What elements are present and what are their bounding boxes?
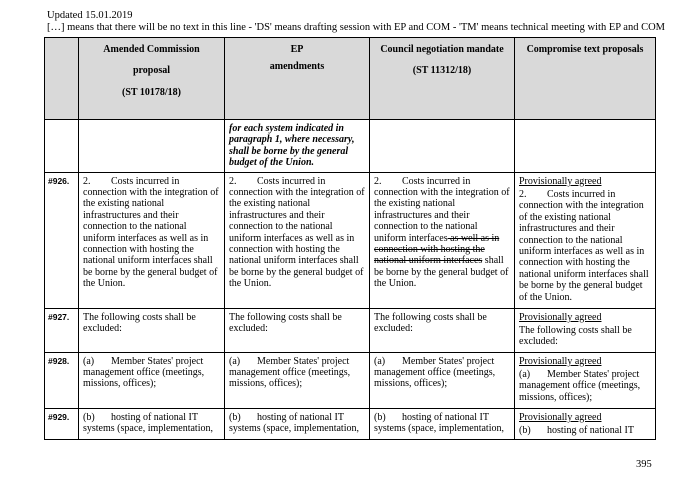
council-cell: (a) Member States' project management office (meetings, missions, offices); <box>370 352 515 408</box>
header-commission: Amended Commission proposal (ST 10178/18) <box>79 38 225 120</box>
compromise-cell: Provisionally agreed (b) hosting of national IT <box>515 408 656 440</box>
ep-cell: (b) hosting of national IT systems (space, implementation, <box>225 408 370 440</box>
table-row-928 <box>45 352 656 408</box>
header-num-cell <box>45 38 79 120</box>
page-number: 395 <box>636 459 652 470</box>
compromise-cell: Provisionally agreed The following costs shall be excluded: <box>515 308 656 352</box>
status-label: Provisionally agreed <box>519 411 602 423</box>
row-number: #926. <box>45 172 79 308</box>
status-label: Provisionally agreed <box>519 175 602 187</box>
row-number: #927. <box>45 308 79 352</box>
row-number: #928. <box>45 352 79 408</box>
table-row-927 <box>45 308 656 352</box>
table-row-929 <box>45 408 656 440</box>
table-row-926 <box>45 172 656 308</box>
row-number: #929. <box>45 408 79 440</box>
compromise-cell: Provisionally agreed 2. Costs incurred in connection with the integration of the existing national infrastructures and their connection to the national uniform interfaces as well as in connection with hosting the national uniform interfaces shall be borne by the general budget of the Union. <box>515 172 656 308</box>
deleted-text: as well as in connection with hosting the national uniform interfaces <box>374 232 500 267</box>
council-cell: The following costs shall be excluded: <box>370 308 515 352</box>
updated-date: Updated 15.01.2019 <box>47 10 133 21</box>
compromise-cell: Provisionally agreed (a) Member States' project management office (meetings, missions, offices); <box>515 352 656 408</box>
ep-continuation-text: for each system indicated in paragraph 1, where necessary, shall be borne by the general budget of the Union. <box>225 120 370 173</box>
table-row-continuation <box>45 120 656 173</box>
header-ep: EP amendments <box>225 38 370 120</box>
table-header-row <box>45 38 656 120</box>
ep-cell: (a) Member States' project management office (meetings, missions, offices); <box>225 352 370 408</box>
header-council: Council negotiation mandate (ST 11312/18) <box>370 38 515 120</box>
commission-cell: The following costs shall be excluded: <box>79 308 225 352</box>
council-cell: 2. Costs incurred in connection with the integration of the existing national infrastructures and their connection to the national uniform interfaces as well as in connection with hosting the national uniform interfaces shall be borne by the general budget of the Union. <box>370 172 515 308</box>
ep-cell: The following costs shall be excluded: <box>225 308 370 352</box>
status-label: Provisionally agreed <box>519 311 602 323</box>
council-cell: (b) hosting of national IT systems (space, implementation, <box>370 408 515 440</box>
legend-note: […] means that there will be no text in this line - 'DS' means drafting session with EP and COM - 'TM' means technical meeting with EP and COM <box>47 22 666 33</box>
status-label: Provisionally agreed <box>519 355 602 367</box>
commission-cell: (a) Member States' project management office (meetings, missions, offices); <box>79 352 225 408</box>
commission-cell: 2. Costs incurred in connection with the integration of the existing national infrastructures and their connection to the national uniform interfaces as well as in connection with hosting the national uniform interfaces shall be borne by the general budget of the Union. <box>79 172 225 308</box>
commission-cell: (b) hosting of national IT systems (space, implementation, <box>79 408 225 440</box>
four-column-table <box>44 37 656 440</box>
ep-cell: 2. Costs incurred in connection with the integration of the existing national infrastructures and their connection to the national uniform interfaces as well as in connection with hosting the national uniform interfaces shall be borne by the general budget of the Union. <box>225 172 370 308</box>
header-compromise: Compromise text proposals <box>515 38 656 120</box>
